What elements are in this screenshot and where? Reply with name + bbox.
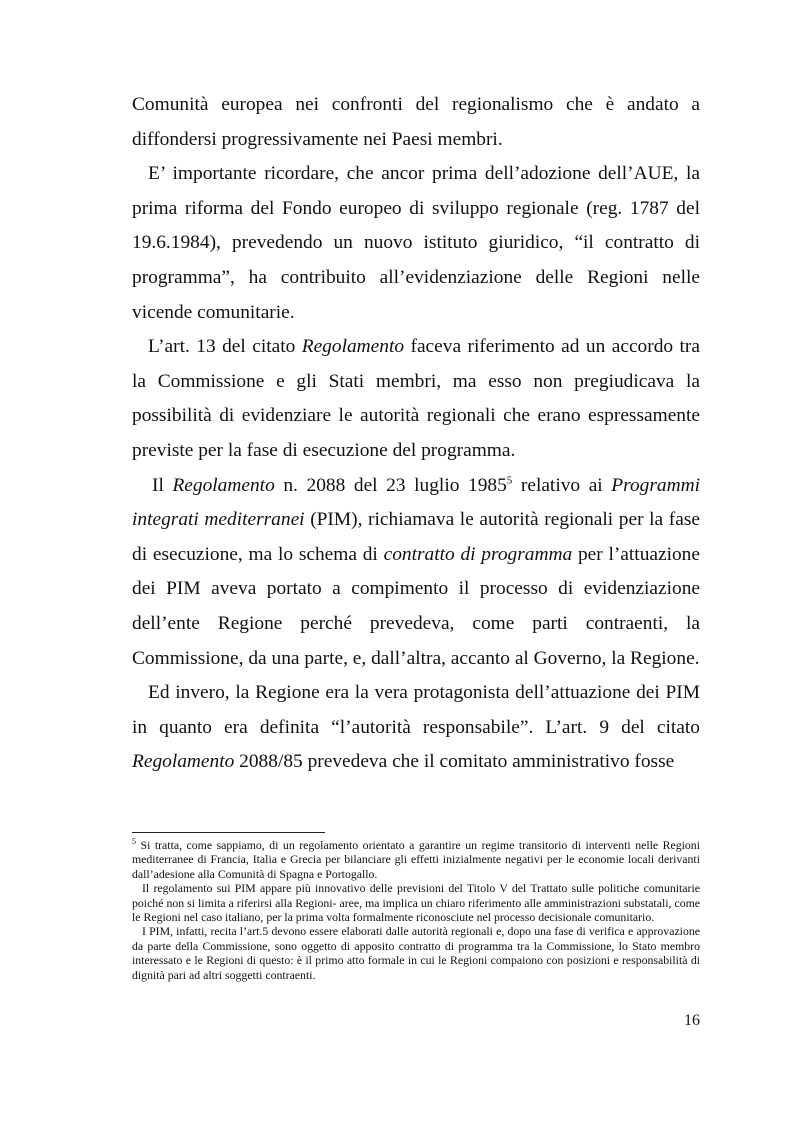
paragraph-1: Comunità europea nei confronti del regionalismo che è andato a diffondersi progressivamente nei Paesi membri. bbox=[132, 94, 700, 150]
footnotes bbox=[132, 838, 700, 982]
footnote-5: $^5$ Si tratta, come sappiamo, di un regolamento orientato a garantire un regime transitorio di interventi nelle Regioni mediterranee di Francia, Italia e Grecia per bilanciare gli effetti inizialmente negativi per le economie locali derivanti dall’adesione alla Comunità di Spagna e Portogallo. bbox=[132, 837, 700, 881]
footnote-5-continued-1: Il regolamento sui PIM appare più innovativo delle previsioni del Titolo V del Trattato sulle politiche comunitarie poiché non si limita a riferirsi alla Regioni- aree, ma implica un chiaro riferimento alle amministrazioni substatali, come le Regioni nel caso italiano, per la prima volta formalmente riconosciute nel processo decisionale comunitario. bbox=[132, 881, 700, 925]
paragraph-4: Il Regolamento n. 2088 del 23 luglio 1985$^5$ relativo ai Programmi integrati mediterranei (PIM), richiamava le autorità regionali per la fase di esecuzione, ma lo schema di contratto di programma per l’attuazione dei PIM aveva portato a compimento il processo di evidenziazione dell’ente Regione perché prevedeva, come parti contraenti, la Commissione, da una parte, e, dall’altra, accanto al Governo, la Regione. bbox=[132, 474, 700, 669]
page-number: 16 bbox=[684, 1012, 700, 1029]
main-text bbox=[132, 88, 700, 780]
footnote-ref-5[interactable]: 5 bbox=[506, 474, 513, 487]
paragraph-3: L’art. 13 del citato Regolamento faceva riferimento ad un accordo tra la Commissione e gli Stati membri, ma esso non pregiudicava la possibilità di evidenziare le autorità regionali che erano espressamente previste per la fase di esecuzione del programma. bbox=[132, 336, 700, 461]
paragraph-5: Ed invero, la Regione era la vera protagonista dell’attuazione dei PIM in quanto era definita “l’autorità responsabile”. L’art. 9 del citato Regolamento 2088/85 prevedeva che il comitato amministrativo fosse bbox=[132, 682, 700, 773]
footnote-5-continued-2: I PIM, infatti, recita l’art.5 devono essere elaborati dalle autorità regionali e, dopo una fase di verifica e approvazione da parte della Commissione, sono oggetto di apposito contratto di programma tra la Commissione, lo Stato membro interessato e le Regioni di questo: è il primo atto formale in cui le Regioni compaiono con posizioni e responsabilità di dignità pari ad altri soggetti contraenti. bbox=[132, 924, 700, 982]
footnote-separator bbox=[132, 832, 325, 833]
paragraph-2: E’ importante ricordare, che ancor prima dell’adozione dell’AUE, la prima riforma del Fondo europeo di sviluppo regionale (reg. 1787 del 19.6.1984), prevedendo un nuovo istituto giuridico, “il contratto di programma”, ha contribuito all’evidenziazione delle Regioni nelle vicende comunitarie. bbox=[132, 163, 700, 323]
